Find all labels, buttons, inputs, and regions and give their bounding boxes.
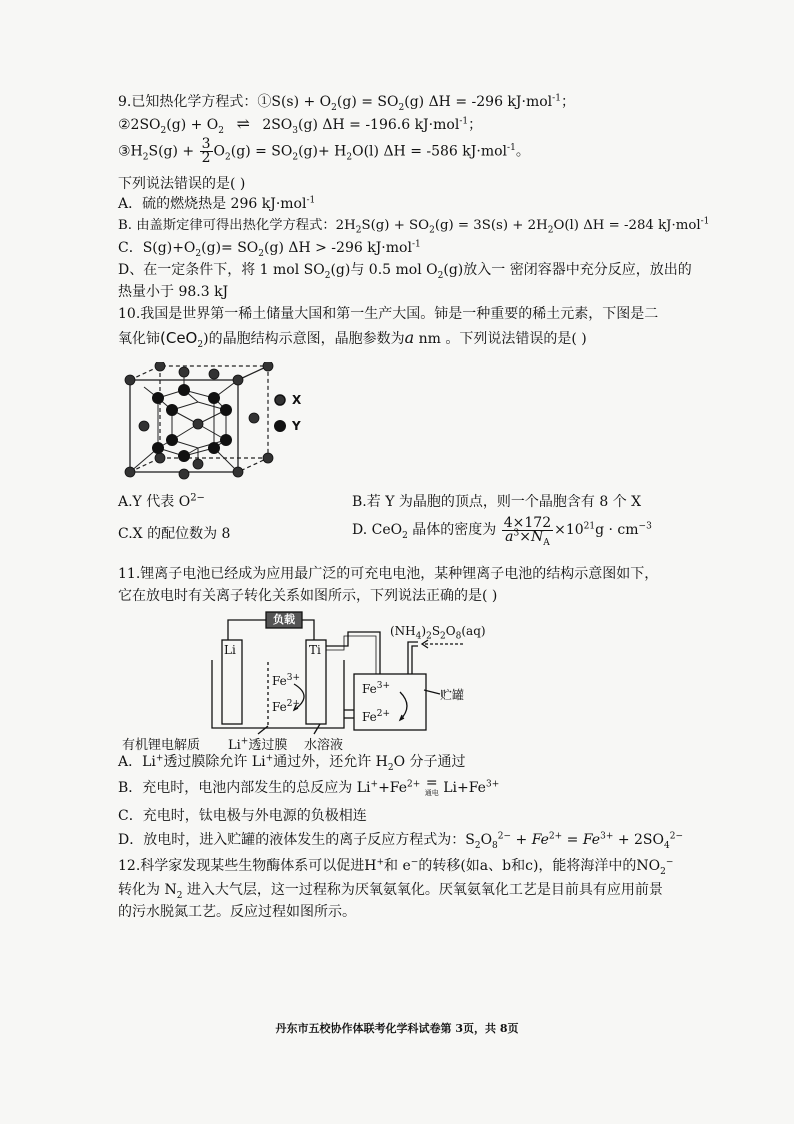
q9-text: ③H [118,143,143,160]
q9-text: (g) = SO [336,94,399,110]
sup: 2− [190,492,205,504]
ti-electrode-label: Ti [309,643,321,657]
q9-option-b [118,216,709,236]
sup: 3+ [376,681,391,691]
frac-den: ×N [519,528,544,545]
sub: 2 [195,248,202,259]
q10-option-d [352,514,652,548]
sub: 2 [429,225,435,236]
q11-text: B．充电时，电池内部发生的总反应为 Li [118,780,371,796]
sup: 2+ [407,779,421,790]
sub: 2 [660,866,666,877]
q12-text: 进入大气层，这一过程称为厌氧氨氧化。厌氧氨氧化工艺是目前具有应用前景 [182,882,663,898]
sup: -1 [507,142,516,153]
crystal-legend-marks [272,392,288,436]
q9-text: O [213,143,226,160]
q9-text: C．S(g)+O [118,240,196,256]
q9-text: (g)与 0.5 mol O [330,262,438,278]
q10-text: A.Y 代表 O [118,494,191,510]
q10-text: g · cm [595,522,639,538]
sup: + [240,736,249,747]
sub: 2 [331,102,337,113]
sub: 2 [426,631,432,642]
q10-text: )的晶胞结构示意图，晶胞参数为 [203,331,405,347]
sub: 2 [197,339,204,350]
reagent-label [390,624,486,642]
q9-option-c [118,238,421,258]
sup: 2+ [376,709,391,719]
sup: 3+ [286,673,301,683]
q10-option-b: B.若 Y 为晶胞的顶点，则一个晶胞含有 8 个 X [352,494,642,510]
battery-diagram [118,610,486,755]
sup: 3+ [485,779,500,790]
sup: − [665,857,674,868]
q11-text: O 分子通过 [393,754,466,770]
sub: 2 [402,530,408,541]
q11-stem-1: 11.锂离子电池已经成为应用最广泛的可充电电池，某种锂离子电池的结构示意图如下， [118,566,659,582]
q9-eq2: $②2SO_2(g) + O_2$ ⇌ $2SO_3(g) \Delta H = -196.6$ kJ·mol$^{-1}$； [118,114,483,136]
q11-text: Li+Fe [443,780,486,796]
legend-x-label: X [292,393,302,407]
q12-text: 的转移(如a、b和c)，能将海洋中的NO [418,858,661,874]
fe3-beaker-label [272,674,300,688]
q11-text: O [480,832,493,848]
frac-num: 3 [201,136,211,152]
ion-text: Fe [272,700,287,714]
q11-text: + Fe [511,832,549,848]
q12-text: 和 e [384,858,411,874]
reagent-text: (aq) [461,624,486,638]
fe2-beaker-label [272,700,300,714]
sub: 8 [455,631,462,642]
sup: + [265,753,274,764]
frac-den: 2 [201,150,211,166]
sub: 2 [292,152,299,163]
q9-text: (g)= SO [201,240,259,256]
q9-text: S(g) + SO [361,218,430,233]
q10-text: D. CeO [352,522,403,538]
li-electrode-label: Li [224,643,236,657]
q9-text: (g) ΔH = -296 kJ·mol [404,94,553,110]
q9-text: ； [468,117,483,133]
q11-option-a [118,752,466,772]
q9-option-d-cont: 热量小于 98.3 kJ [118,284,229,300]
load-label: 负载 [273,613,295,626]
sub: 2 [355,225,362,236]
sub: 2 [218,125,224,136]
q10-stem-2 [118,326,587,351]
organic-electrolyte-label: 有机锂电解质 [122,738,201,753]
charge-condition: 通电 [424,789,439,797]
q10-text: ×10 [554,522,584,538]
reagent-text: O [445,624,456,638]
sub: A [543,537,550,548]
sub: 4 [415,631,422,642]
q9-text: (g) ΔH = -196.6 kJ·mol [298,117,460,133]
sup: + [155,753,164,764]
q9-text: 2SO [262,117,293,133]
reagent-text: S [431,624,441,638]
sub: 2 [440,631,446,642]
q12-text: 12.科学家发现某些生物酶体系可以促进H [118,858,377,874]
q9-text: ②2SO [118,117,161,133]
q11-text: +Fe [378,780,408,796]
q11-text: + 2SO [613,832,664,848]
legend-x-icon [275,395,285,405]
q11-text: 通过外，还允许 H [273,754,388,770]
sub: 2 [324,270,331,281]
sup: -1 [700,216,710,227]
sub: 2 [142,152,149,163]
q12-text: 转化为 N [118,882,177,898]
fe2-tank-label [362,710,390,724]
q9-text: (g) ΔH > -296 kJ·mol [264,240,412,256]
q11-option-b [118,775,500,798]
q9-eq1 [118,92,575,112]
sup: -1 [306,195,316,206]
q9-text: A．硫的燃烧热是 296 kJ·mol [118,196,307,212]
sup: -1 [459,116,469,127]
ion-text: Fe [362,682,377,696]
ion-text: Fe [272,674,287,688]
legend-y-icon [274,420,286,432]
sup: 2+ [286,699,301,709]
q9-text: 9.已知热化学方程式：①S(s) + O [118,94,332,110]
reagent-text: ) [421,624,427,638]
q11-option-d: D．放电时，进入贮罐的液体发生的离子反应方程式为：$S_2O_8^{2-} + Fe^{2+} = Fe^{3+} + 2SO_4^{2-}$ [118,831,683,851]
q11-text: 透过膜除允许 Li [163,754,266,770]
sup: 3+ [600,831,614,842]
q12-stem-2 [118,880,663,900]
sub: 2 [437,270,444,281]
reagent-text: (NH [390,624,416,638]
q11-text: A．Li [118,754,156,770]
sub: 2 [398,102,405,113]
sub: 2 [346,152,353,163]
fraction [200,138,213,165]
q10-option-c: C.X 的配位数为 8 [118,526,231,542]
q11-text: D．放电时，进入贮罐的液体发生的离子反应方程式为：S [118,832,475,848]
charge-eq-sign: = [425,775,438,791]
sup: − [410,857,419,868]
tank-label: 贮罐 [440,688,465,702]
q9-question: 下列说法错误的是( ) [118,176,246,192]
q10-stem-1: 10.我国是世界第一稀土储量大国和第一生产大国。铈是一种重要的稀土元素，下图是二 [118,306,659,322]
sup: + [370,779,379,790]
q10-text: 晶体的密度为 [407,522,497,538]
density-fraction: $\frac{4\times 172}{a^3\times N_A}$ [503,514,552,548]
q11-stem-2: 它在放电时有关离子转化关系如图所示，下列说法正确的是( ) [118,588,498,604]
q9-text: O(l) ΔH = -586 kJ·mol [352,143,508,160]
equilibrium-arrow: ⇌ [236,114,250,133]
fe3-tank-label [362,682,390,696]
q10-option-a [118,492,205,512]
q9-text: S(g) + [148,143,195,160]
q9-text: (g)放入一 密闭容器中充分反应，放出的 [443,262,692,278]
q12-stem-3: 的污水脱氮工艺。反应过程如图所示。 [118,904,356,920]
sub: 2 [225,152,231,163]
frac-num: 4×172 [503,514,552,531]
ion-text: Fe [362,710,377,724]
frac-den: a [505,528,514,545]
q9-text: (g) + O [166,117,219,133]
sub: 4 [663,840,670,851]
q9-eq3 [118,138,530,165]
q9-text: 。 [515,143,530,160]
sup: −3 [638,521,652,532]
q10-text: nm 。下列说法错误的是( ) [414,331,587,347]
legend-y-label: Y [292,419,301,433]
sub: 2 [160,125,167,136]
q11-option-c: C．充电时，钛电极与外电源的负极相连 [118,808,367,824]
crystal-cell-diagram [118,362,318,482]
q9-text: ； [560,94,575,110]
membrane-label [228,734,287,753]
q9-text: (g)+ H [298,143,347,160]
lattice-param: a [404,328,415,347]
sup: 21 [583,521,596,532]
sub: 2 [474,840,481,851]
q12-stem-1 [118,856,673,876]
q9-option-a [118,194,315,214]
q9-text: O(l) ΔH = -284 kJ·mol [553,218,701,233]
sup: + [376,857,385,868]
sup: -1 [411,239,421,250]
q9-option-d [118,260,692,280]
q9-text: (g) = SO [230,143,293,160]
q10-text: (CeO [160,329,198,347]
q11-text: = Fe [562,832,601,848]
sup: 2+ [548,831,563,842]
sub: 8 [492,840,498,851]
aqueous-label: 水溶液 [304,738,344,753]
page-footer: 丹东市五校协作体联考化学科试卷第 3页，共 8页 [275,1022,519,1035]
q9-text: (g) = 3S(s) + 2H [434,218,548,233]
sub: 2 [387,762,394,773]
q10-text: 氧化铈 [118,331,160,347]
q9-text: D、在一定条件下，将 1 mol SO [118,262,325,278]
sub: 2 [258,248,265,259]
mem-text: Li [228,738,241,753]
sub: 2 [547,225,554,236]
q9-text: B. 由盖斯定律可得出热化学方程式：2H [118,218,356,233]
mem-text: 透过膜 [248,738,288,753]
sup: -1 [552,93,561,104]
sub: 2 [176,890,183,901]
